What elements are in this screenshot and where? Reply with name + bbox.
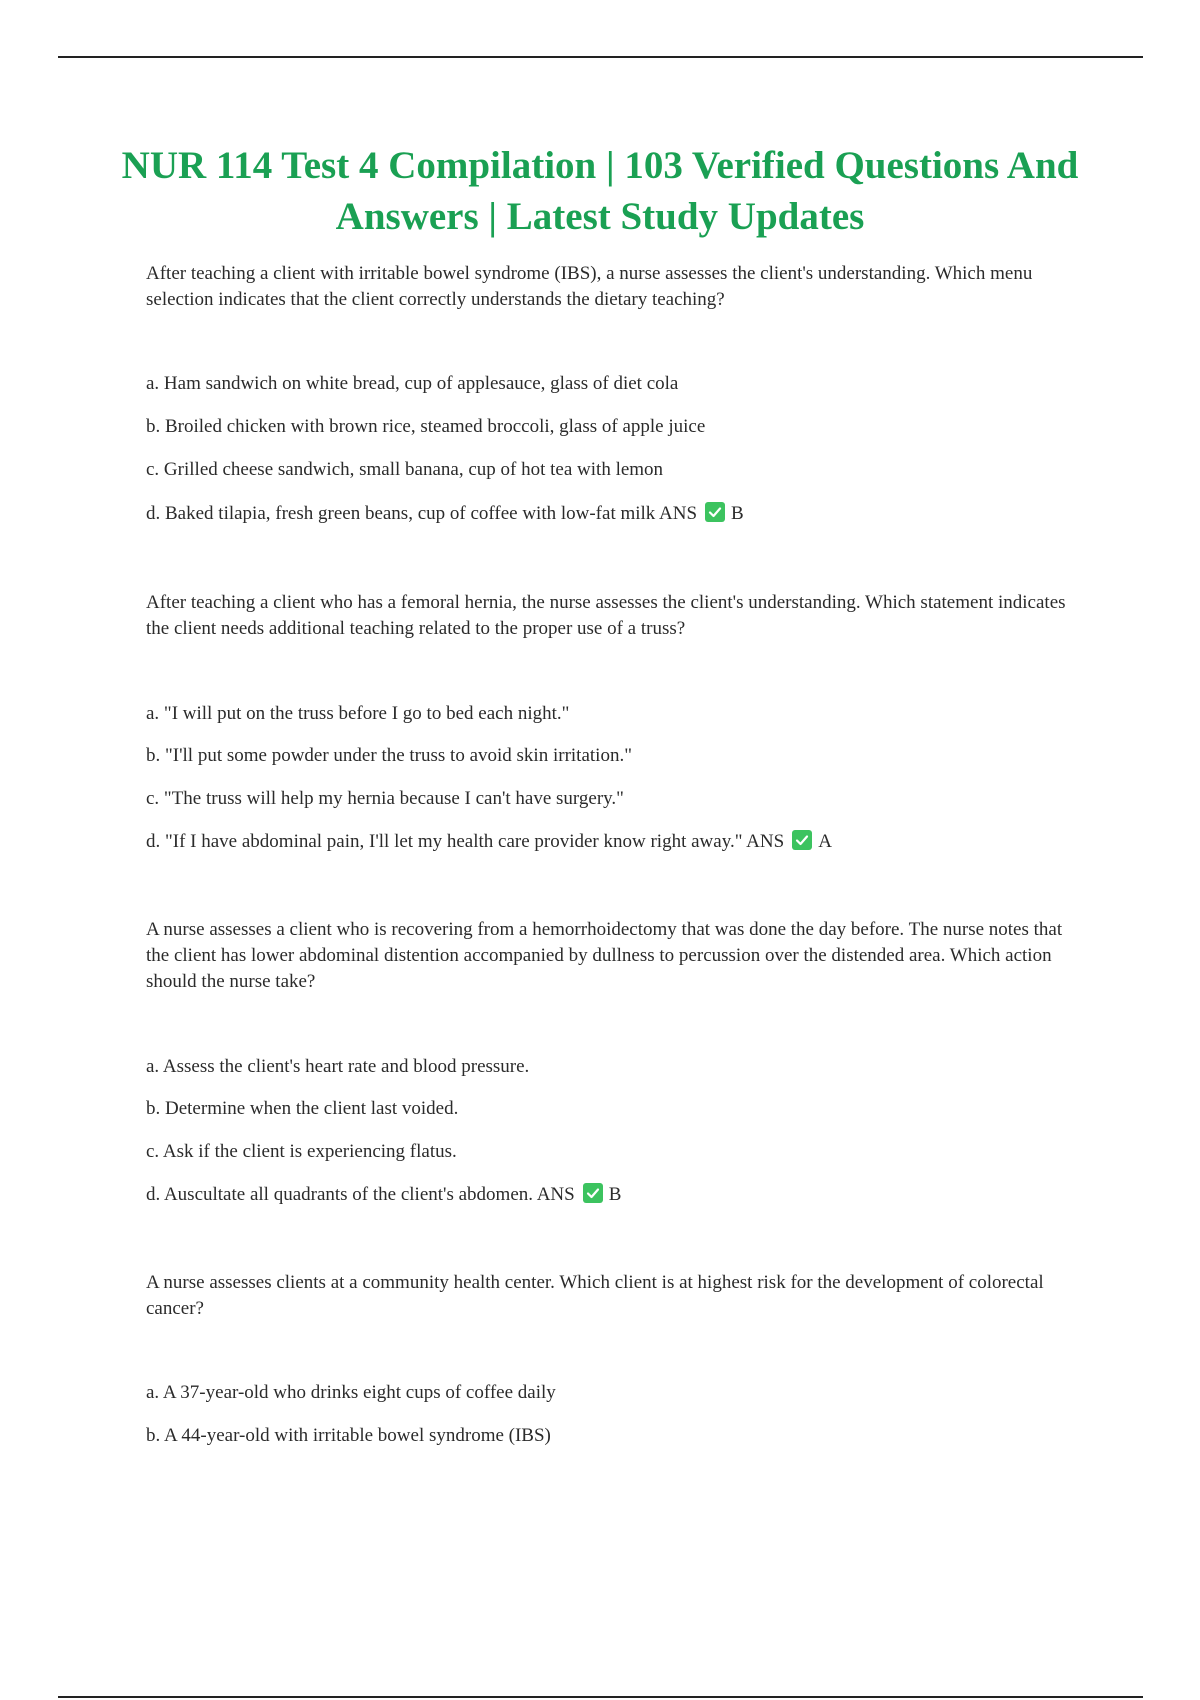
question-block bbox=[146, 261, 1086, 524]
question-text: After teaching a client who has a femoral hernia, the nurse assesses the client's understanding. Which statement indicates the client needs additional teaching related to the proper use of a truss? bbox=[146, 592, 1066, 639]
answer-option: c. "The truss will help my hernia because I can't have surgery." bbox=[146, 788, 624, 809]
answer-option: b. Broiled chicken with brown rice, steamed broccoli, glass of apple juice bbox=[146, 416, 706, 437]
answer-option: b. "I'll put some powder under the truss to avoid skin irritation." bbox=[146, 745, 632, 766]
answer-option: a. Ham sandwich on white bread, cup of applesauce, glass of diet cola bbox=[146, 373, 679, 394]
answer-option: c. Grilled cheese sandwich, small banana, cup of hot tea with lemon bbox=[146, 459, 664, 480]
answer-option: c. Ask if the client is experiencing flatus. bbox=[146, 1141, 457, 1162]
answer-option: a. Assess the client's heart rate and blood pressure. bbox=[146, 1056, 530, 1077]
answer-option-text: d. Baked tilapia, fresh green beans, cup of coffee with low-fat milk ANS bbox=[146, 503, 698, 524]
answer-option-text: d. "If I have abdominal pain, I'll let my health care provider know right away." ANS bbox=[146, 831, 785, 852]
bottom-rule bbox=[58, 1696, 1143, 1698]
question-block bbox=[146, 1270, 1086, 1446]
check-mark-icon bbox=[792, 830, 812, 850]
answer-option: b. A 44-year-old with irritable bowel syndrome (IBS) bbox=[146, 1425, 551, 1446]
answer-option: b. Determine when the client last voided. bbox=[146, 1098, 459, 1119]
answer-option-with-answer bbox=[146, 501, 744, 527]
check-mark-icon bbox=[583, 1183, 603, 1203]
question-text: A nurse assesses clients at a community health center. Which client is at highest risk for the development of colorectal cancer? bbox=[146, 1272, 1044, 1319]
question-block bbox=[146, 917, 1086, 1205]
answer-letter: A bbox=[818, 831, 832, 852]
answer-letter: B bbox=[608, 1184, 622, 1205]
top-rule bbox=[58, 56, 1143, 58]
page-title: NUR 114 Test 4 Compilation | 103 Verified Questions And Answers | Latest Study Updates bbox=[121, 144, 1079, 238]
answer-option-with-answer bbox=[146, 1182, 621, 1208]
answer-option: a. "I will put on the truss before I go to bed each night." bbox=[146, 703, 570, 724]
question-text: After teaching a client with irritable bowel syndrome (IBS), a nurse assesses the client's understanding. Which menu selection indicates that the client correctly understands the dietary teaching? bbox=[146, 263, 1033, 310]
question-text: A nurse assesses a client who is recovering from a hemorrhoidectomy that was done the day before. The nurse notes that the client has lower abdominal distention accompanied by dullness to percussion over the distended area. Which action should the nurse take? bbox=[146, 919, 1063, 992]
question-block bbox=[146, 590, 1086, 852]
answer-option-with-answer bbox=[146, 829, 832, 855]
answer-letter: B bbox=[731, 503, 744, 524]
check-mark-icon bbox=[705, 502, 725, 522]
answer-option-text: d. Auscultate all quadrants of the client's abdomen. ANS bbox=[146, 1184, 575, 1205]
answer-option: a. A 37-year-old who drinks eight cups of coffee daily bbox=[146, 1382, 556, 1403]
